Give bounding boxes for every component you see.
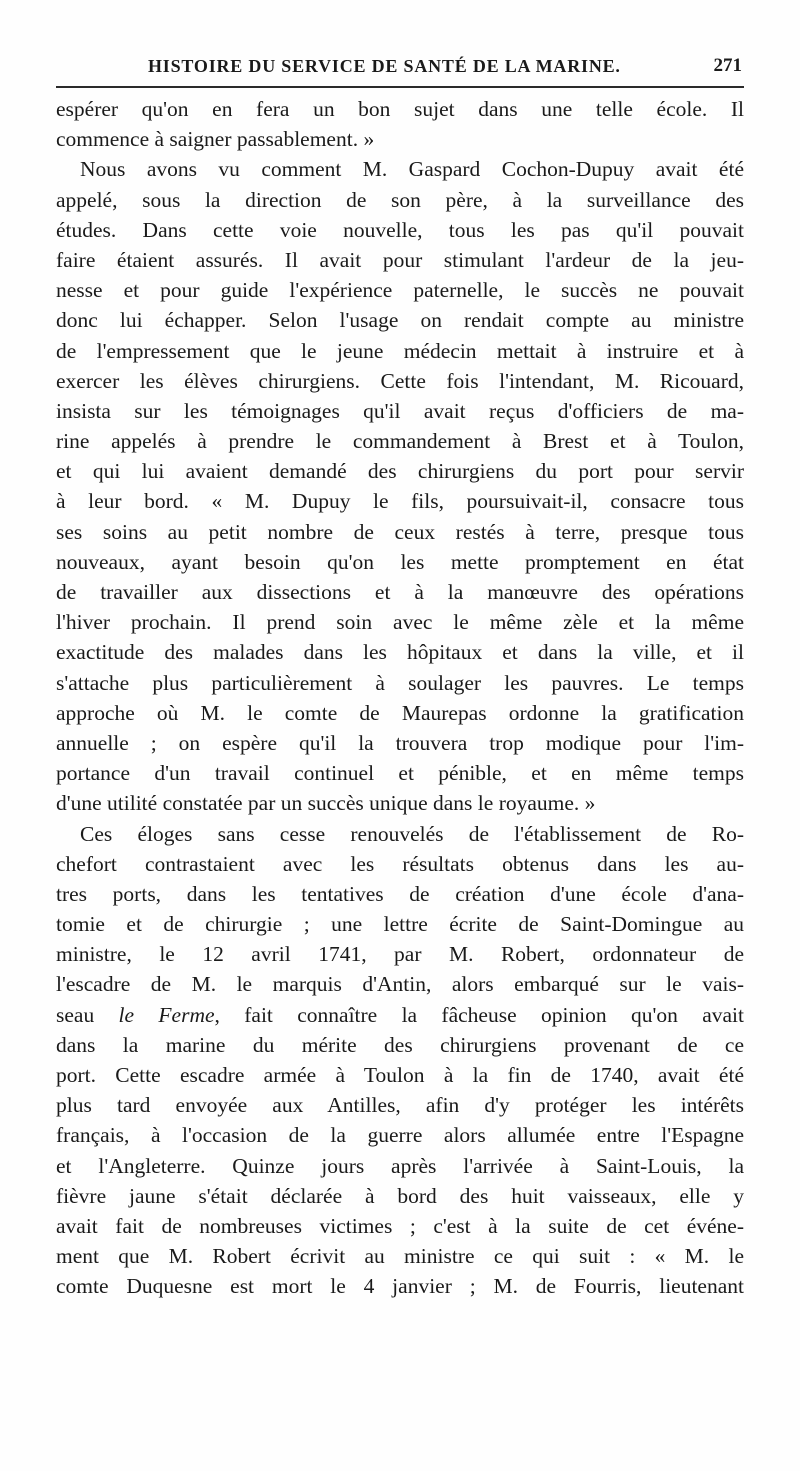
paragraph-2	[56, 154, 744, 818]
text-line: comte Duquesne est mort le 4 janvier ; M. de Fourris, lieutenant	[56, 1274, 744, 1299]
text-line	[56, 1000, 744, 1030]
text-line: nouveaux, ayant besoin qu'on les mette promptement en état	[56, 549, 744, 574]
text-line: portance d'un travail continuel et pénible, et en même temps	[56, 761, 744, 786]
text-line: port. Cette escadre armée à Toulon à la fin de 1740, avait été	[56, 1063, 744, 1087]
running-header	[56, 52, 744, 88]
text-line: exactitude des malades dans les hôpitaux et dans la ville, et il	[56, 640, 744, 665]
text-line: ment que M. Robert écrivit au ministre ce qui suit : « M. le	[56, 1244, 744, 1269]
text-line: plus tard envoyée aux Antilles, afin d'y protéger les intérêts	[56, 1093, 744, 1118]
text-line: chefort contrastaient avec les résultats obtenus dans les au-	[56, 851, 744, 876]
text-line: ses soins au petit nombre de ceux restés à terre, presque tous	[56, 519, 744, 544]
text-line: ministre, le 12 avril 1741, par M. Robert, ordonnateur de	[56, 942, 744, 967]
text-line: d'une utilité constatée par un succès unique dans le royaume. »	[56, 791, 596, 816]
text-line: donc lui échapper. Selon l'usage on rendait compte au ministre	[56, 308, 744, 333]
text-line: avait fait de nombreuses victimes ; c'est à la suite de cet événe-	[56, 1213, 744, 1238]
text-line: Nous avons vu comment M. Gaspard Cochon-Dupuy avait été	[80, 157, 744, 182]
text-line: de travailler aux dissections et à la manœuvre des opérations	[56, 580, 744, 604]
paragraph-1	[56, 94, 744, 154]
text-fragment: seau	[56, 1002, 119, 1027]
page-number: 271	[713, 55, 742, 76]
text-line: insista sur les témoignages qu'il avait reçus d'officiers de ma-	[56, 398, 744, 423]
text-line: tomie et de chirurgie ; une lettre écrite de Saint-Domingue au	[56, 912, 744, 937]
text-line: espérer qu'on en fera un bon sujet dans une telle école. Il	[56, 97, 744, 121]
text-line: faire étaient assurés. Il avait pour stimulant l'ardeur de la jeu-	[56, 247, 744, 272]
text-line: dans la marine du mérite des chirurgiens provenant de ce	[56, 1032, 744, 1057]
text-line: de l'empressement que le jeune médecin mettait à instruire et à	[56, 338, 744, 363]
text-line: commence à saigner passablement. »	[56, 127, 375, 152]
text-line: l'hiver prochain. Il prend soin avec le même zèle et la même	[56, 610, 744, 635]
text-line: appelé, sous la direction de son père, à la surveillance des	[56, 187, 744, 212]
text-line: Ces éloges sans cesse renouvelés de l'établissement de Ro-	[80, 821, 744, 846]
text-line: annuelle ; on espère qu'il la trouvera trop modique pour l'im-	[56, 730, 744, 755]
text-line: et l'Angleterre. Quinze jours après l'arrivée à Saint-Louis, la	[56, 1153, 744, 1178]
text-line: rine appelés à prendre le commandement à Brest et à Toulon,	[56, 429, 744, 454]
text-line: approche où M. le comte de Maurepas ordonne la gratification	[56, 700, 744, 725]
text-line: et qui lui avaient demandé des chirurgiens du port pour servir	[56, 459, 744, 484]
running-title: HISTOIRE DU SERVICE DE SANTÉ DE LA MARINE.	[148, 56, 621, 76]
text-line: tres ports, dans les tentatives de création d'une école d'ana-	[56, 881, 744, 906]
text-line: fièvre jaune s'était déclarée à bord des huit vaisseaux, elle y	[56, 1183, 744, 1208]
text-line: l'escadre de M. le marquis d'Antin, alors embarqué sur le vais-	[56, 972, 744, 997]
body-text	[56, 94, 744, 1302]
text-fragment: , fait connaître la fâcheuse opinion qu'on avait	[214, 1002, 744, 1027]
text-line: nesse et pour guide l'expérience paternelle, le succès ne pouvait	[56, 278, 744, 303]
ship-name: le Ferme	[118, 1002, 215, 1027]
text-line: s'attache plus particulièrement à soulager les pauvres. Le temps	[56, 670, 744, 695]
text-line: à leur bord. « M. Dupuy le fils, poursuivait-il, consacre tous	[56, 489, 744, 514]
text-line: exercer les élèves chirurgiens. Cette fois l'intendant, M. Ricouard,	[56, 368, 744, 393]
text-line: études. Dans cette voie nouvelle, tous les pas qu'il pouvait	[56, 217, 744, 242]
paragraph-3	[56, 819, 744, 1302]
text-line: français, à l'occasion de la guerre alors allumée entre l'Espagne	[56, 1123, 744, 1148]
